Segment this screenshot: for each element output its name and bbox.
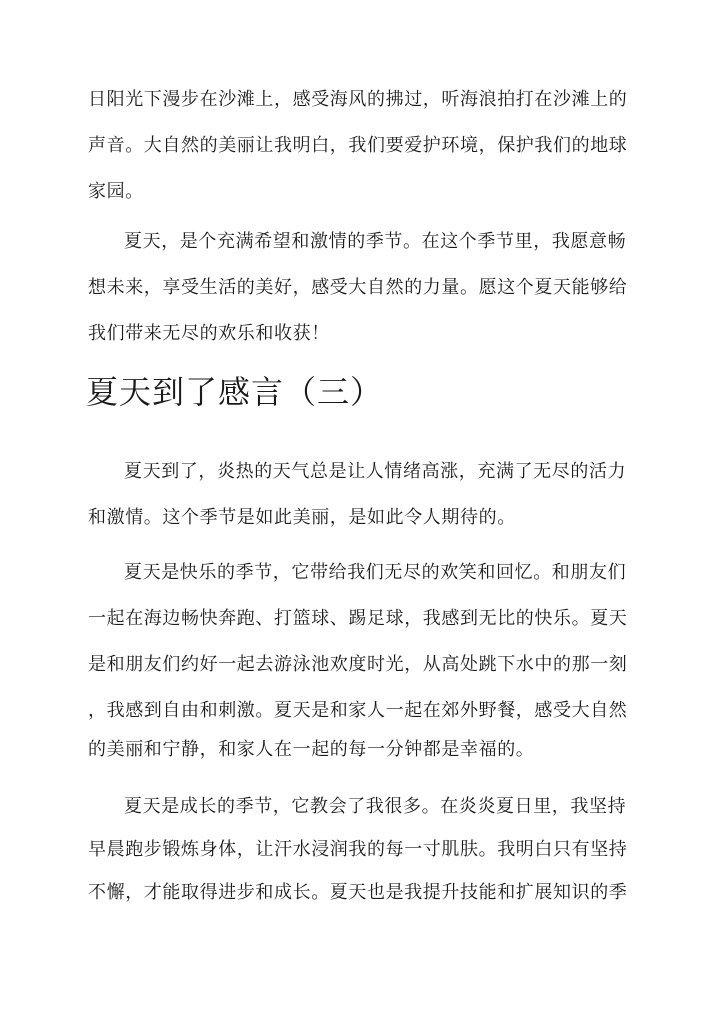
paragraph-line: 夏天是成长的季节，它教会了我很多。在炎炎夏日里，我坚持 xyxy=(124,796,627,817)
paragraph-line: 日阳光下漫步在沙滩上，感受海风的拂过，听海浪拍打在沙滩上的 xyxy=(88,89,628,110)
paragraph-line: ，我感到自由和刺激。夏天是和家人一起在郊外野餐，感受大自然 xyxy=(88,700,628,721)
paragraph-line: 声音。大自然的美丽让我明白，我们要爱护环境，保护我们的地球 xyxy=(88,135,628,156)
section-heading: 夏天到了感言（三） xyxy=(86,373,384,411)
paragraph-line: 的美丽和宁静，和家人在一起的每一分钟都是幸福的。 xyxy=(88,739,535,760)
paragraph-line: 夏天，是个充满希望和激情的季节。在这个季节里，我愿意畅 xyxy=(124,231,627,252)
paragraph-line: 一起在海边畅快奔跑、打篮球、踢足球，我感到无比的快乐。夏天 xyxy=(88,608,628,629)
paragraph-line: 夏天到了，炎热的天气总是让人情绪高涨，充满了无尽的活力 xyxy=(124,461,627,482)
paragraph-line: 夏天是快乐的季节，它带给我们无尽的欢笑和回忆。和朋友们 xyxy=(124,562,627,583)
paragraph-line: 是和朋友们约好一起去游泳池欢度时光，从高处跳下水中的那一刻 xyxy=(88,654,628,675)
paragraph-line: 我们带来无尽的欢乐和收获！ xyxy=(88,323,330,344)
paragraph-line: 不懈，才能取得进步和成长。夏天也是我提升技能和扩展知识的季 xyxy=(88,882,628,903)
paragraph-line: 和激情。这个季节是如此美丽，是如此令人期待的。 xyxy=(88,507,516,528)
paragraph-line: 想未来，享受生活的美好，感受大自然的力量。愿这个夏天能够给 xyxy=(88,277,628,298)
paragraph-line: 早晨跑步锻炼身体，让汗水浸润我的每一寸肌肤。我明白只有坚持 xyxy=(88,839,628,860)
paragraph-line: 家园。 xyxy=(88,181,144,202)
